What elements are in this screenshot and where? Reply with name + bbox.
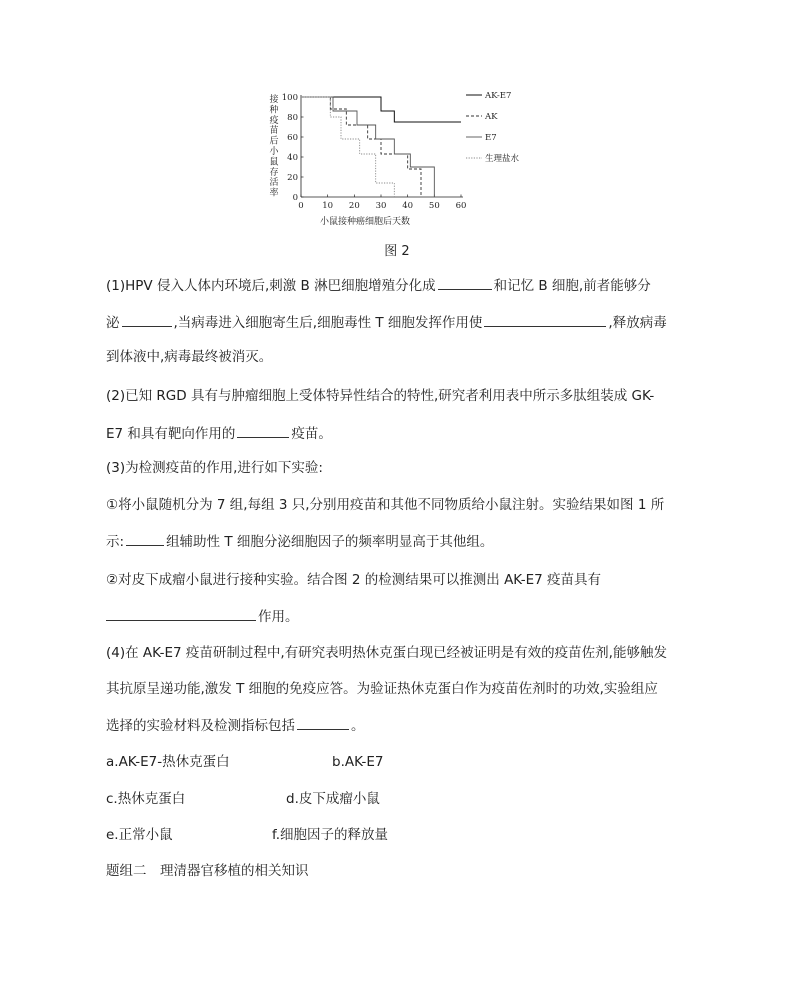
y-axis-label-char: 鼠 (269, 157, 279, 168)
answer-blank[interactable] (122, 312, 172, 327)
option-d: d.皮下成瘤小鼠 (286, 791, 380, 807)
y-axis-label-char: 疫 (269, 115, 279, 126)
q4-text-d: 。 (351, 718, 365, 734)
q1-text-b: 和记忆 B 细胞,前者能够分 (493, 278, 651, 294)
x-tick-label: 40 (402, 201, 414, 211)
q4-line1: (4)在 AK-E7 疫苗研制过程中,有研究表明热休克蛋白现已经被证明是有效的疫苗佐剂,能够触发 (106, 645, 667, 661)
legend (466, 91, 520, 164)
q1-text-c: 泌 (106, 315, 120, 331)
option-c: c.热休克蛋白 (106, 791, 186, 807)
x-axis-label: 小鼠接种癌细胞后天数 (319, 217, 411, 227)
option-a: a.AK-E7-热休克蛋白 (106, 754, 230, 770)
survival-chart (264, 86, 534, 236)
y-tick-label: 0 (292, 193, 298, 203)
q1-line3: 到体液中,病毒最终被消灭。 (106, 349, 273, 365)
q3-title: (3)为检测疫苗的作用,进行如下实验: (106, 460, 323, 476)
x-tick-label: 20 (348, 201, 360, 211)
series-line-1 (301, 97, 421, 197)
q4-text-c: 选择的实验材料及检测指标包括 (106, 718, 295, 734)
q3-text-i1c: 组辅助性 T 细胞分泌细胞因子的频率明显高于其他组。 (166, 534, 494, 550)
q3-item1-line2 (106, 531, 493, 552)
y-tick-label: 40 (287, 153, 298, 163)
y-tick-label: 80 (287, 113, 298, 123)
option-f: f.细胞因子的释放量 (272, 827, 389, 843)
answer-blank[interactable] (237, 423, 289, 438)
y-axis-label-char: 率 (269, 188, 279, 199)
series-layer (301, 97, 461, 197)
option-e: e.正常小鼠 (106, 827, 173, 843)
series-line-0 (301, 97, 461, 122)
answer-blank[interactable] (484, 312, 606, 327)
q3-item1-line1: ①将小鼠随机分为 7 组,每组 3 只,分别用疫苗和其他不同物质给小鼠注射。实验结果如图 1 所 (106, 497, 665, 513)
q4-line2: 其抗原呈递功能,激发 T 细胞的免疫应答。为验证热休克蛋白作为疫苗佐剂时的功效,实验组应 (106, 681, 658, 697)
y-axis-label (269, 93, 279, 199)
legend-label-3: 生理盐水 (485, 154, 520, 164)
answer-blank[interactable] (126, 531, 164, 546)
answer-blank[interactable] (106, 606, 256, 621)
section-title: 题组二 理清器官移植的相关知识 (106, 863, 309, 879)
q3-item2-line2 (106, 606, 299, 627)
legend-label-1: AK (485, 112, 498, 122)
q3-text-i1b: 示: (106, 534, 125, 550)
q3-item2-line1: ②对皮下成瘤小鼠进行接种实验。结合图 2 的检测结果可以推测出 AK-E7 疫苗具有 (106, 572, 602, 588)
x-tick-label: 0 (298, 201, 304, 211)
y-axis-label-char: 小 (269, 147, 279, 157)
q4-line3 (106, 715, 365, 736)
series-line-3 (301, 97, 394, 197)
y-axis-label-char: 存 (269, 167, 279, 178)
y-axis-label-char: 苗 (269, 126, 279, 137)
q1-line1 (106, 275, 651, 296)
q1-text-d: ,当病毒进入细胞寄生后,细胞毒性 T 细胞发挥作用使 (173, 315, 483, 331)
y-tick-label: 100 (281, 93, 298, 103)
q2-text-b: E7 和具有靶向作用的 (106, 426, 236, 442)
legend-label-2: E7 (485, 133, 497, 143)
series-line-2 (301, 97, 434, 197)
y-tick-label: 60 (287, 133, 298, 143)
y-tick-label: 20 (287, 173, 298, 183)
x-tick-label: 30 (375, 201, 387, 211)
answer-blank[interactable] (297, 715, 349, 730)
q1-line2 (106, 312, 667, 333)
q2-text-c: 疫苗。 (291, 426, 332, 442)
y-axis-label-char: 接 (269, 95, 279, 105)
option-b: b.AK-E7 (332, 754, 384, 770)
q1-text-e: ,释放病毒 (608, 315, 667, 331)
q2-line1: (2)已知 RGD 具有与肿瘤细胞上受体特异性结合的特性,研究者利用表中所示多肽组装成 GK- (106, 388, 655, 404)
x-tick-label: 10 (322, 201, 334, 211)
q3-text-i2b: 作用。 (258, 609, 299, 625)
answer-blank[interactable] (438, 275, 492, 290)
q2-line2 (106, 423, 332, 444)
legend-label-0: AK-E7 (485, 91, 512, 101)
q1-text-a: (1)HPV 侵入人体内环境后,刺激 B 淋巴细胞增殖分化成 (106, 278, 436, 294)
figure-caption: 图 2 (384, 244, 410, 259)
x-tick-label: 50 (428, 201, 440, 211)
axes (282, 93, 467, 211)
x-tick-label: 60 (455, 201, 467, 211)
y-axis-label-char: 活 (269, 178, 279, 189)
y-axis-label-char: 后 (269, 136, 279, 147)
y-axis-label-char: 种 (269, 105, 279, 116)
